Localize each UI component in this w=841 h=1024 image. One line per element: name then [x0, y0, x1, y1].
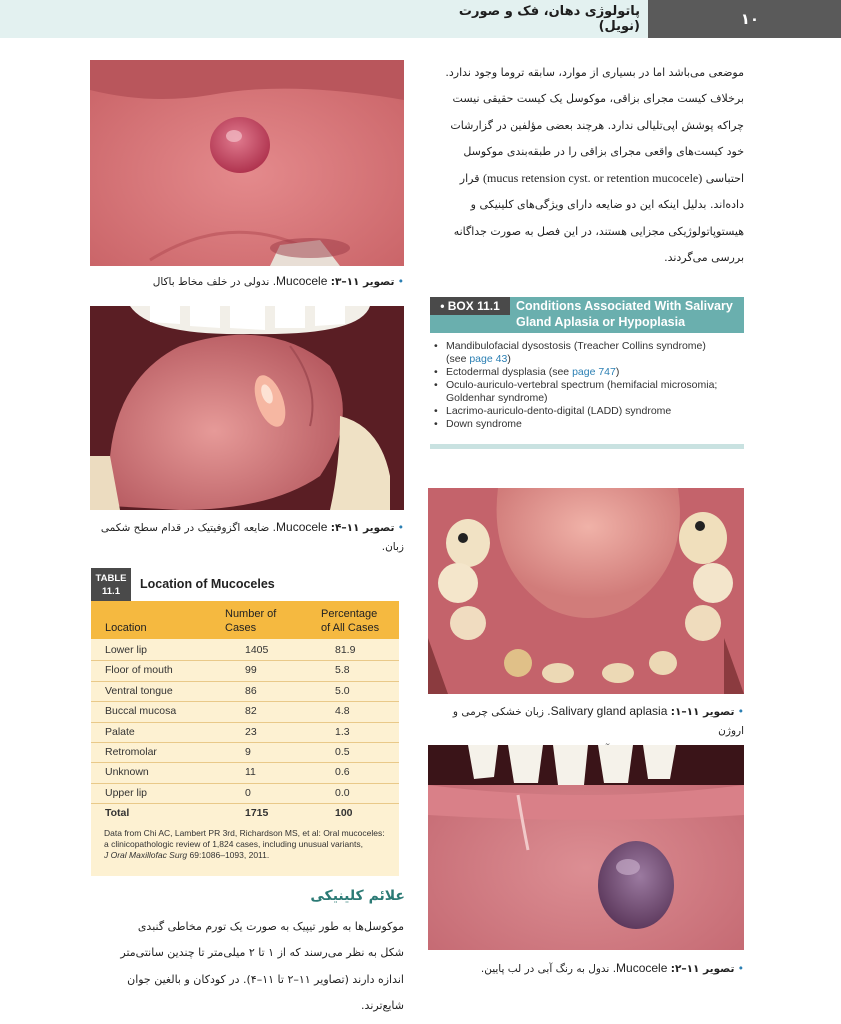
table-total-row: Total 1715 100: [105, 807, 353, 820]
box-label: • BOX 11.1: [430, 297, 510, 315]
table-row: Retromolar 9 0.5: [91, 743, 399, 763]
table-label: TABLE 11.1: [91, 568, 131, 602]
running-title: پاتولوژی دهان، فک و صورت (نویل): [458, 4, 640, 34]
list-item: • Lacrimo-auriculo-dento-digital (LADD) syndrome: [433, 405, 743, 418]
table-row: Floor of mouth 99 5.8: [91, 661, 399, 681]
table-row: Unknown 11 0.6: [91, 763, 399, 783]
section-paragraph: موکوسل‌ها به طور تیپیک به صورت یک تورم مخاطی گنبدی شکل به نظر می‌رسند که از ۱ تا ۲ میلی‌متر تا چندین سانتی‌متر اندازه دارند (تصاویر ۱۱–۲ تا ۱۱–۴). در کودکان و بالغین جوان شایع‌ترند.: [120, 920, 404, 1012]
page-link[interactable]: page 43: [469, 353, 508, 365]
table-row: Ventral tongue 86 5.0: [91, 682, 399, 702]
figure-11-4-caption: • تصویر ۱۱–۴: Mucocele. ضایعه اگزوفیتیک در قدام سطح شکمی زبان.: [100, 520, 404, 553]
table-row: Buccal mucosa 82 4.8: [91, 702, 399, 722]
list-item: • Mandibulofacial dysostosis (Treacher Collins syndrome) (see page 43): [433, 340, 743, 366]
table-row: Lower lip 1405 81.9: [91, 641, 399, 661]
figure-11-2-photo: [428, 745, 744, 950]
table-row: Palate 23 1.3: [91, 723, 399, 743]
box-11-1-header: [430, 297, 744, 333]
table-header: [91, 601, 399, 639]
list-item: • Down syndrome: [433, 418, 743, 431]
figure-11-3-photo: [90, 60, 404, 266]
figure-11-3-caption: • تصویر ۱۱–۳: Mucocele. ندولی در خلف مخاط باکال: [152, 274, 404, 288]
page-link[interactable]: page 747: [572, 366, 616, 378]
figure-11-1-caption: • تصویر ۱۱–۱: Salivary gland aplasia. زبان خشکی چرمی و اروژن: [452, 704, 744, 737]
box-title: Conditions Associated With Salivary Gland Aplasia or Hypoplasia: [516, 299, 733, 329]
figure-11-4-photo: [90, 306, 404, 510]
intro-paragraph: موضعی می‌باشد اما در بسیاری از موارد، سابقه تروما وجود ندارد. برخلاف کیست مجرای بزاقی، موکوسل یک کیست حقیقی نیست چراکه پوشش اپی‌تلیالی ندارد. هرچند بعضی مؤلفین در گزارشات خود کیست‌های واقعی مجرای بزاقی را در طبقه‌بندی موکوسل احتباسی (mucus retension cyst. or retention mucocele) قرار داده‌اند. بدلیل اینکه این دو ضایعه دارای ویژگی‌های کلینیکی و هیستوپاتولوژیکی مجزایی هستند، در این فصل به صورت جداگانه بررسی می‌گردند.: [445, 66, 744, 265]
page-number: ۱۰: [648, 0, 841, 38]
section-heading: علائم کلینیکی: [310, 888, 405, 904]
figure-11-1-photo: [428, 488, 744, 694]
figure-11-2-caption: • تصویر ۱۱–۲: Mucocele. ندول به رنگ آبی در لب پایین.: [480, 961, 744, 975]
column-header-percentage: Percentage of All Cases: [321, 608, 380, 634]
column-header-cases: Number of Cases: [225, 608, 277, 634]
box-11-1-list: [433, 340, 743, 431]
table-source-note: Data from Chi AC, Lambert PR 3rd, Richardson MS, et al: Oral mucoceles: a clinicopathologic review of 1,824 cases, including unusual variants, J Oral Maxillofac Surg 69:1086–1093, 2011.: [104, 828, 385, 860]
list-item: • Ectodermal dysplasia (see page 747): [433, 366, 743, 379]
column-header-location: Location: [105, 622, 147, 634]
table-title: Location of Mucoceles: [140, 577, 275, 591]
box-bottom-rule: [430, 444, 744, 449]
list-item: • Oculo-auriculo-vertebral spectrum (hemifacial microsomia; Goldenhar syndrome): [433, 379, 743, 405]
table-row: Upper lip 0 0.0: [91, 784, 399, 804]
